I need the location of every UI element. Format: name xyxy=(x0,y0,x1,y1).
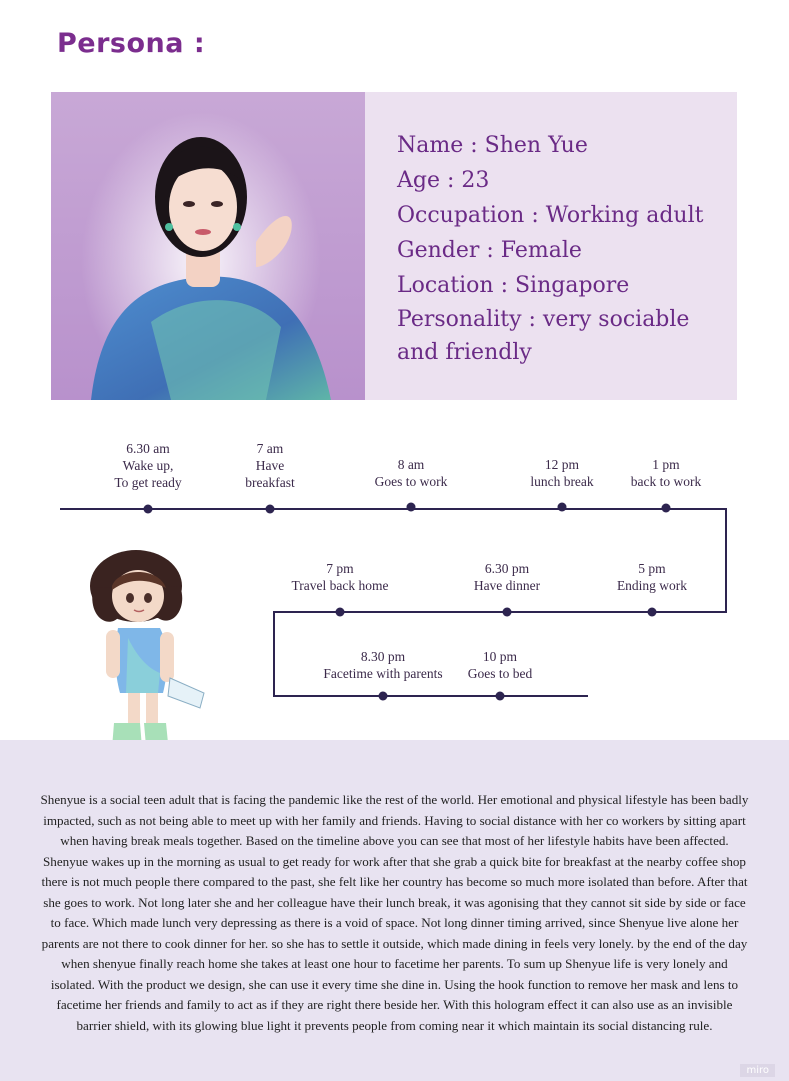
persona-description: Shenyue is a social teen adult that is facing the pandemic like the rest of the world. Her emotional and physical lifestyle has been badly impacted, such as not being able to meet up with her family and friends. Having to social distance with her co workers by sitting apart when having break meals together. Based on the timeline above you can see that most of her lifestyle habits have been affected. Shenyue wakes up in the morning as usual to get ready for work after that she grab a quick bite for breakfast at the nearby coffee shop there is not much people there compared to the past, she felt like her country has become so much more isolated than before. After that she goes to work. Not long later she and her colleague have their lunch break, it was agonising that they cannot sit side by side or face to face. Which made lunch very depressing as there is a void of space. Not long dinner timing arrived, since Shenyue live alone her parents are not there to cook dinner for her. so she has to settle it outside, which made dining in feels very lonely. by the end of the day when shenyue finally reach home she takes at least one hour to facetime her parents. To sum up Shenyue life is very lonely and isolated. With the product we design, she can use it every time she dine in. Using the hook function to remove her mask and lens to facetime her friends and family to act as if they are right there beside her. With this hologram effect it can also use as an invisible barrier shield, with its glowing blue light it prevents people from coming near it which maintain its social distancing rule. xyxy=(40,792,749,1033)
description-panel xyxy=(0,740,789,1081)
timeline-event-time: 7 pm xyxy=(326,561,354,576)
timeline-dot xyxy=(503,608,512,617)
timeline-event-activity: Facetime with parents xyxy=(323,666,443,681)
persona-card xyxy=(51,92,737,400)
timeline-event xyxy=(631,456,701,490)
character-illustration xyxy=(88,548,218,758)
timeline-event-activity: back to work xyxy=(630,474,702,489)
timeline-dot xyxy=(266,505,275,514)
timeline-event-time: 6.30 am xyxy=(126,441,170,456)
persona-gender: Gender : Female xyxy=(397,238,582,263)
timeline-event xyxy=(114,440,181,491)
timeline-event xyxy=(245,440,294,491)
timeline-event-time: 8 am xyxy=(397,457,425,472)
timeline-event-activity: Travel back home xyxy=(291,578,389,593)
cartoon-girl xyxy=(88,548,218,758)
page-title: Persona : xyxy=(57,28,206,59)
timeline-event xyxy=(323,648,442,682)
persona-name: Name : Shen Yue xyxy=(397,133,588,158)
timeline-event-time: 6.30 pm xyxy=(484,561,530,576)
timeline-event-activity: To get ready xyxy=(114,475,182,490)
timeline-event-time: 12 pm xyxy=(544,457,580,472)
timeline-event-time: 5 pm xyxy=(638,561,666,576)
timeline-dot xyxy=(496,692,505,701)
timeline-dot xyxy=(379,692,388,701)
timeline-event-activity: Goes to work xyxy=(374,474,448,489)
timeline-dot xyxy=(558,503,567,512)
portrait-illustration xyxy=(51,92,365,400)
persona-age: Age : 23 xyxy=(397,168,490,193)
timeline-event-activity: Wake up, xyxy=(122,458,174,473)
timeline-event-activity: Have dinner xyxy=(473,578,541,593)
miro-watermark: miro xyxy=(740,1064,775,1077)
persona-location: Location : Singapore xyxy=(397,273,630,298)
timeline-event-activity: Goes to bed xyxy=(467,666,533,681)
persona-occupation: Occupation : Working adult xyxy=(397,203,704,228)
timeline-event-time: 8.30 pm xyxy=(360,649,406,664)
timeline-event-time: 10 pm xyxy=(482,649,518,664)
persona-personality: Personality : very sociable and friendly xyxy=(397,307,690,365)
timeline-dot xyxy=(648,608,657,617)
timeline-dot xyxy=(144,505,153,514)
timeline-event xyxy=(474,560,540,594)
timeline-event xyxy=(292,560,389,594)
persona-info xyxy=(397,128,727,369)
timeline-event xyxy=(375,456,448,490)
timeline-event-time: 7 am xyxy=(256,441,284,456)
timeline-event xyxy=(530,456,593,490)
timeline-event-activity: lunch break xyxy=(530,474,594,489)
timeline-event xyxy=(468,648,533,682)
timeline-event-activity: breakfast xyxy=(245,475,295,490)
timeline-event-activity: Have xyxy=(255,458,285,473)
timeline-event xyxy=(617,560,687,594)
timeline-dot xyxy=(407,503,416,512)
timeline-event-activity: Ending work xyxy=(616,578,688,593)
timeline-dot xyxy=(662,504,671,513)
portrait-image xyxy=(51,92,365,400)
timeline-event-time: 1 pm xyxy=(652,457,680,472)
timeline-dot xyxy=(336,608,345,617)
